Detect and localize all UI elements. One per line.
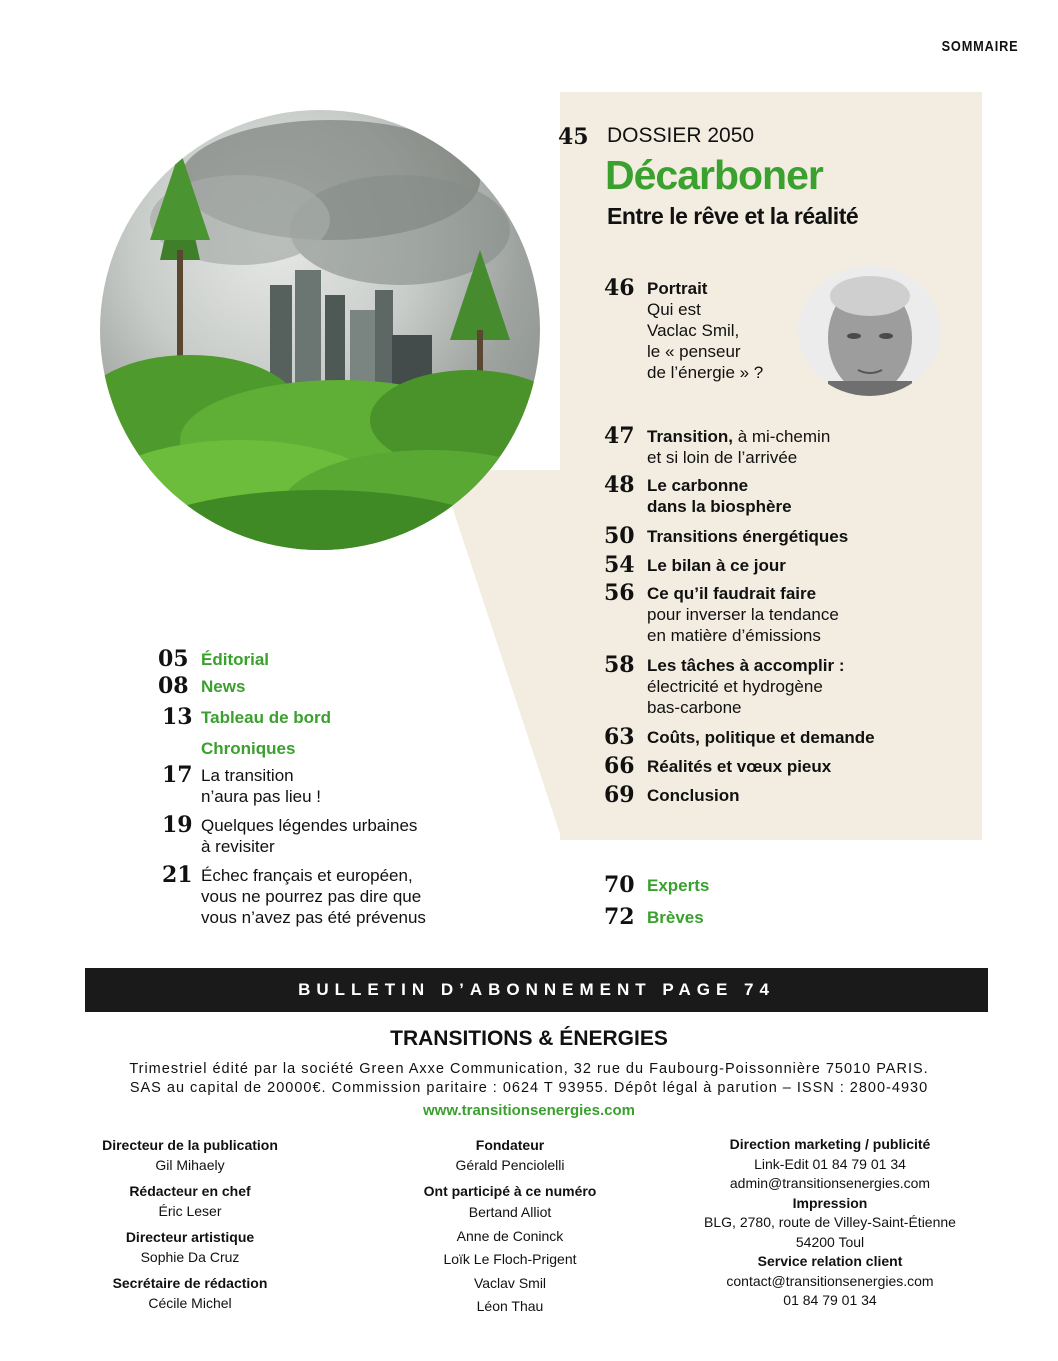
role-founder: Fondateur	[475, 1137, 545, 1153]
contributor: Loïk Le Floch-Prigent	[443, 1251, 577, 1267]
chroniques-heading: Chroniques	[201, 739, 296, 758]
role-contributors: Ont participé à ce numéro	[423, 1183, 597, 1199]
item-66-number: 66	[604, 753, 635, 779]
item-47-line2: et si loin de l’arrivée	[647, 448, 798, 467]
service-email[interactable]: contact@transitionsenergies.com	[726, 1272, 934, 1289]
legal-line-1: Trimestriel édité par la société Green Axxe Communication, 32 rue du Faubourg-Poissonnière 75010 PARIS.	[129, 1061, 929, 1077]
cover-illustration	[100, 110, 540, 550]
dossier-page-number: 45	[558, 124, 589, 150]
portrait-photo	[798, 266, 941, 396]
breves-number: 72	[604, 904, 635, 930]
name-editor-in-chief: Éric Leser	[158, 1203, 222, 1219]
item-47-number: 47	[604, 423, 635, 449]
item-63-title: Coûts, politique et demande	[647, 728, 875, 747]
editorial-number: 05	[158, 646, 189, 672]
section-label: SOMMAIRE	[941, 38, 1018, 55]
item-47-bold: Transition,	[647, 427, 733, 446]
item-56-number: 56	[604, 580, 635, 606]
dossier-subtitle: Entre le rêve et la réalité	[607, 203, 859, 229]
contributor: Bertand Alliot	[468, 1204, 552, 1220]
chronique-21-line2: vous ne pourrez pas dire que	[201, 887, 422, 906]
item-56-line3: en matière d’émissions	[647, 626, 821, 645]
experts-number: 70	[604, 872, 635, 898]
chronique-19-line2: à revisiter	[201, 837, 275, 856]
credits-column-2	[390, 1135, 630, 1325]
item-50-number: 50	[604, 523, 635, 549]
editorial-link[interactable]: Éditorial	[201, 650, 270, 669]
portrait-face-image	[798, 266, 941, 396]
chronique-21-line3: vous n’avez pas été prévenus	[201, 908, 426, 927]
dossier-label: DOSSIER 2050	[607, 124, 755, 147]
role-printing: Impression	[792, 1194, 868, 1211]
credits-column-3	[680, 1135, 980, 1311]
website-link[interactable]: www.transitionsenergies.com	[423, 1102, 635, 1119]
tableau-number: 13	[162, 704, 193, 730]
chronique-21-number: 21	[162, 862, 193, 888]
portrait-line-4: de l’énergie » ?	[647, 363, 764, 382]
item-69-number: 69	[604, 782, 635, 808]
news-link[interactable]: News	[201, 677, 246, 696]
role-customer-service: Service relation client	[757, 1253, 903, 1269]
breves-link[interactable]: Brèves	[647, 908, 704, 927]
item-69-title: Conclusion	[647, 786, 740, 805]
chronique-19-line1: Quelques légendes urbaines	[201, 816, 418, 835]
magazine-name: TRANSITIONS & ÉNERGIES	[390, 1027, 668, 1050]
name-publication-director: Gil Mihaely	[155, 1157, 225, 1173]
portrait-line-3: le « penseur	[647, 342, 741, 361]
dossier-title: Décarboner	[605, 152, 823, 198]
item-63-number: 63	[604, 724, 635, 750]
role-copy-editor: Secrétaire de rédaction	[112, 1275, 268, 1291]
role-editor-in-chief: Rédacteur en chef	[129, 1183, 251, 1199]
item-56-line2: pour inverser la tendance	[647, 605, 839, 624]
legal-line-2: SAS au capital de 20000€. Commission paritaire : 0624 T 93955. Dépôt légal à parution – ISSN : 2800-4930	[129, 1080, 929, 1096]
chronique-17-number: 17	[162, 762, 193, 788]
contributor: Léon Thau	[476, 1298, 544, 1314]
printing-city: 54200 Toul	[795, 1233, 865, 1250]
tableau-link[interactable]: Tableau de bord	[201, 708, 332, 727]
credits-column-1	[70, 1135, 310, 1319]
portrait-title: Portrait	[647, 279, 708, 298]
name-founder: Gérald Penciolelli	[455, 1157, 565, 1173]
chronique-19-number: 19	[162, 812, 193, 838]
item-48-bold: Le carbonne	[647, 476, 749, 495]
item-48-line2: dans la biosphère	[647, 497, 792, 516]
item-56-title: Ce qu’il faudrait faire	[647, 584, 817, 603]
chronique-17-line1: La transition	[201, 766, 294, 785]
printing-address: BLG, 2780, route de Villey-Saint-Étienne	[704, 1214, 956, 1230]
name-copy-editor: Cécile Michel	[148, 1295, 232, 1311]
item-58-number: 58	[604, 652, 635, 678]
item-47	[647, 426, 830, 447]
forest-city-image	[100, 110, 540, 550]
item-48-number: 48	[604, 472, 635, 498]
role-publication-director: Directeur de la publication	[102, 1137, 278, 1153]
role-marketing: Direction marketing / publicité	[729, 1136, 931, 1152]
chronique-21-line1: Échec français et européen,	[201, 866, 413, 885]
item-50-title: Transitions énergétiques	[647, 527, 849, 546]
role-art-director: Directeur artistique	[125, 1229, 255, 1245]
item-47-text: à mi-chemin	[732, 427, 831, 446]
contributor: Vaclav Smil	[473, 1274, 547, 1291]
item-66-title: Réalités et vœux pieux	[647, 757, 832, 776]
item-58-line2: électricité et hydrogène	[647, 677, 823, 696]
portrait-page-number: 46	[604, 275, 635, 301]
item-58-line3: bas-carbone	[647, 698, 742, 717]
name-art-director: Sophie Da Cruz	[140, 1249, 240, 1265]
subscription-banner[interactable]: BULLETIN D’ABONNEMENT PAGE 74	[85, 968, 988, 1012]
item-58-title: Les tâches à accomplir :	[647, 656, 845, 675]
item-54-number: 54	[604, 552, 635, 578]
portrait-line-2: Vaclac Smil,	[647, 321, 740, 340]
marketing-phone: Link-Edit 01 84 79 01 34	[754, 1155, 906, 1172]
service-phone: 01 84 79 01 34	[783, 1292, 877, 1308]
portrait-line-1: Qui est	[647, 300, 701, 319]
experts-link[interactable]: Experts	[647, 876, 710, 895]
item-54-title: Le bilan à ce jour	[647, 556, 786, 575]
news-number: 08	[158, 673, 189, 699]
marketing-email[interactable]: admin@transitionsenergies.com	[729, 1175, 931, 1191]
chronique-17-line2: n’aura pas lieu !	[201, 787, 322, 806]
contributor: Anne de Coninck	[456, 1227, 564, 1244]
